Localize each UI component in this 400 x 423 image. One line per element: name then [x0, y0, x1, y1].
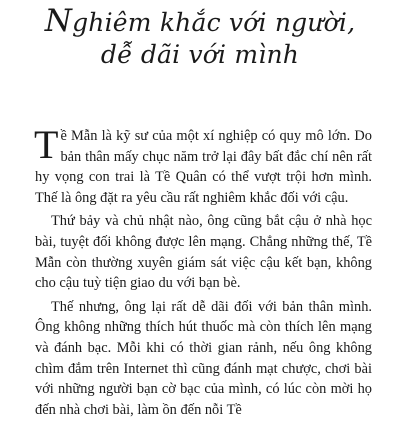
chapter-title-line-1	[0, 3, 400, 39]
title-initial-letter: N	[44, 3, 73, 39]
paragraph-3: Thế nhưng, ông lại rất dễ dãi đối với bản thân mình. Ông không những thích hút thuốc mà còn thích lên mạng và đánh bạc. Mỗi khi có thời gian rảnh, nếu ông không chìm đắm trên Internet thì cũng đánh mạt chược, chơi bài với những người bạn cờ bạc của mình, có lúc còn mời họ đến nhà chơi bài, làm ồn đến nỗi Tề	[35, 298, 372, 418]
paragraph-1	[34, 122, 372, 208]
paragraph-2: Thứ bảy và chủ nhật nào, ông cũng bắt cậu ở nhà học bài, tuyệt đối không được lên mạng. Chẳng những thế, Tề Mẫn còn thường xuyên giám sát việc cậu kết bạn, không cho cậu tuỳ tiện giao du với bạn bè.	[35, 213, 372, 292]
chapter-title-line-2: dễ dãi với mình	[100, 40, 300, 69]
drop-cap: T	[34, 122, 59, 167]
body-text	[34, 122, 372, 423]
title-line-1-text: ghiêm khắc với người,	[72, 8, 356, 37]
paragraph-1-text: ề Mẫn là kỹ sư của một xí nghiệp có quy mô lớn. Do bản thân mấy chục năm trở lại đây bất đắc chí nên rất hy vọng con trai là Tề Quân có thể vượt trội hơn mình. Thế là ông đặt ra yêu cầu rất nghiêm khắc đối với cậu.	[35, 128, 372, 206]
